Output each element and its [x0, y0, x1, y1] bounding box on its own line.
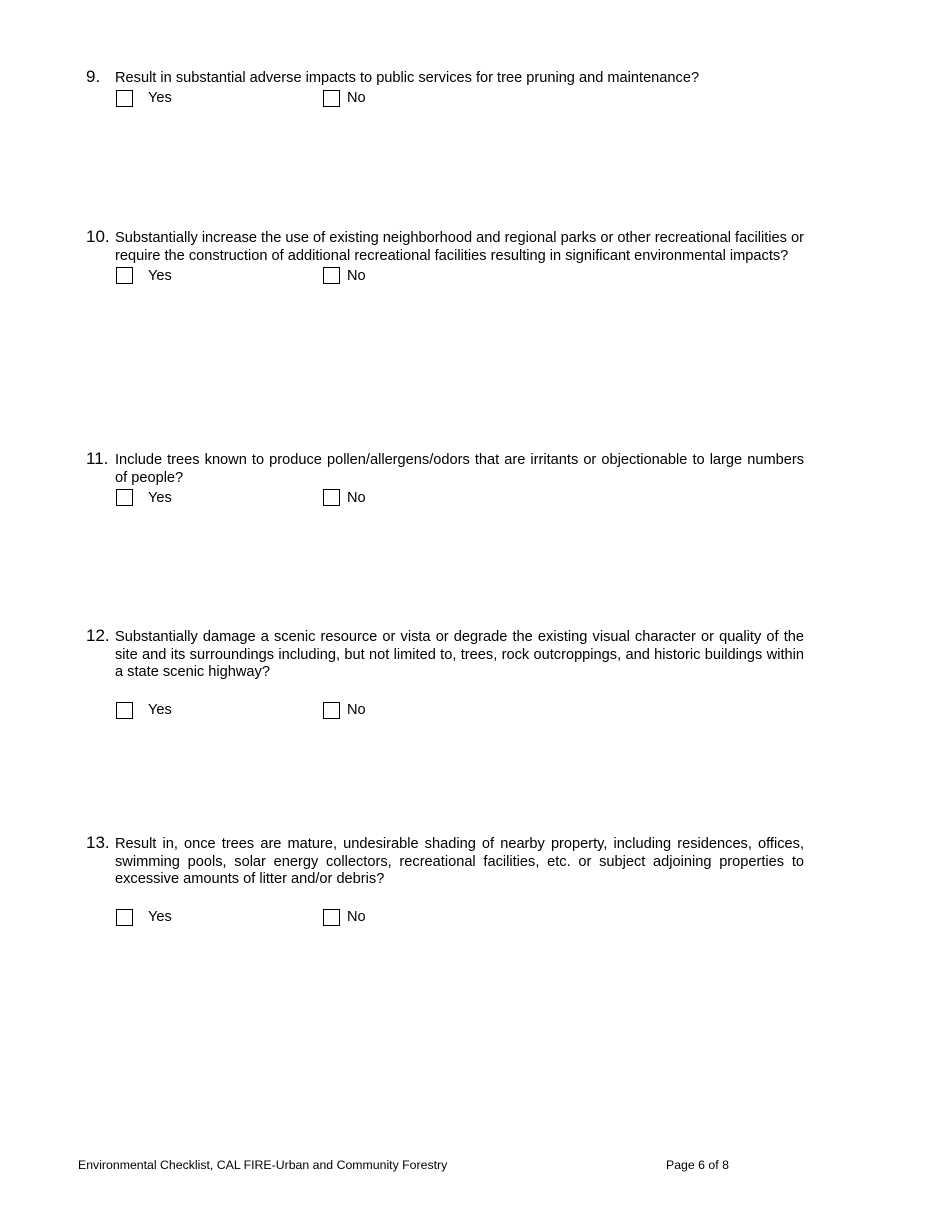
no-option[interactable]: [323, 489, 366, 506]
question-text: Result in substantial adverse impacts to public services for tree pruning and maintenance?: [115, 70, 700, 86]
no-option[interactable]: [323, 702, 366, 719]
question-9: [86, 67, 804, 112]
yes-checkbox[interactable]: [116, 90, 133, 107]
yes-label: Yes: [148, 90, 172, 107]
no-checkbox[interactable]: [323, 489, 340, 506]
yes-option[interactable]: [116, 909, 172, 926]
no-checkbox[interactable]: [323, 909, 340, 926]
yes-option[interactable]: [116, 90, 172, 107]
no-label: No: [347, 702, 366, 719]
yes-checkbox[interactable]: [116, 489, 133, 506]
question-text: Result in, once trees are mature, undesirable shading of nearby property, including residences, offices, swimming pools, solar energy collectors, recreational facilities, etc. or subject adjoining properties to excessive amounts of litter and/or debris?: [115, 836, 804, 888]
question-12: [86, 626, 804, 724]
yes-label: Yes: [148, 702, 172, 719]
question-text: Include trees known to produce pollen/allergens/odors that are irritants or objectionable to large numbers of people?: [115, 452, 804, 486]
yes-option[interactable]: [116, 267, 172, 284]
question-number: 12.: [86, 626, 110, 645]
yes-label: Yes: [148, 267, 172, 284]
no-checkbox[interactable]: [323, 90, 340, 107]
yes-checkbox[interactable]: [116, 909, 133, 926]
yes-label: Yes: [148, 909, 172, 926]
answer-options: [115, 909, 804, 931]
page-number: Page 6 of 8: [666, 1158, 729, 1172]
no-option[interactable]: [323, 267, 366, 284]
no-label: No: [347, 909, 366, 926]
no-checkbox[interactable]: [323, 702, 340, 719]
question-11: [86, 449, 804, 511]
footer-title: Environmental Checklist, CAL FIRE-Urban and Community Forestry: [78, 1158, 448, 1172]
no-label: No: [347, 489, 366, 506]
yes-option[interactable]: [116, 489, 172, 506]
no-label: No: [347, 90, 366, 107]
no-label: No: [347, 267, 366, 284]
question-text: Substantially increase the use of existing neighborhood and regional parks or other recreational facilities or require the construction of additional recreational facilities resulting in significant environmental impacts?: [115, 230, 804, 264]
yes-option[interactable]: [116, 702, 172, 719]
question-number: 13.: [86, 833, 110, 852]
answer-options: [115, 90, 804, 112]
yes-label: Yes: [148, 489, 172, 506]
yes-checkbox[interactable]: [116, 702, 133, 719]
question-text: Substantially damage a scenic resource or vista or degrade the existing visual character or quality of the site and its surroundings including, but not limited to, trees, rock outcroppings, and historic buildings within a state scenic highway?: [115, 629, 804, 681]
no-option[interactable]: [323, 90, 366, 107]
question-13: [86, 833, 804, 931]
answer-options: [115, 489, 804, 511]
no-checkbox[interactable]: [323, 267, 340, 284]
answer-options: [115, 702, 804, 724]
question-number: 9.: [86, 67, 101, 86]
question-number: 10.: [86, 227, 110, 246]
no-option[interactable]: [323, 909, 366, 926]
answer-options: [115, 267, 804, 289]
question-number: 11.: [86, 449, 109, 468]
question-10: [86, 227, 804, 289]
yes-checkbox[interactable]: [116, 267, 133, 284]
